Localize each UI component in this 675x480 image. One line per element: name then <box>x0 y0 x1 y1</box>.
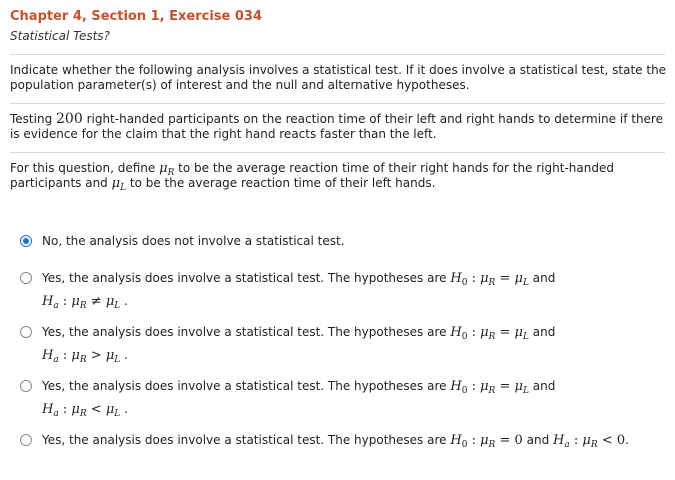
mu-r-symbol: $\mu_R$ <box>159 161 175 178</box>
answer-option-zero[interactable] <box>20 432 629 449</box>
answer-option-greater[interactable] <box>20 324 555 364</box>
option-label: Yes, the analysis does involve a statistical test. The hypotheses are $H_0$ : $\mu_R = \mu_L$ and $H_a$ : $\mu_R > \mu_L$ . <box>42 325 556 365</box>
exercise-subtitle: Statistical Tests? <box>10 29 110 43</box>
radio-button-selected[interactable] <box>20 235 32 247</box>
sample-size: 200 <box>56 111 83 127</box>
divider <box>10 54 665 55</box>
radio-button[interactable] <box>20 272 32 284</box>
answer-option-less[interactable] <box>20 378 555 418</box>
option-label: No, the analysis does not involve a statistical test. <box>42 234 345 248</box>
answer-option-no-test[interactable] <box>20 233 345 249</box>
option-label: Yes, the analysis does involve a statistical test. The hypotheses are $H_0$ : $\mu_R = 0$ and $H_a$ : $\mu_R < 0$. <box>42 433 629 450</box>
mu-l-symbol: $\mu_L$ <box>111 176 127 193</box>
definition-text: For this question, define $\mu_R$ to be the average reaction time of their right hands for the right-handed participants and $\mu_L$ to be the average reaction time of their left hands. <box>10 161 614 193</box>
question-panel <box>10 9 670 191</box>
radio-button[interactable] <box>20 326 32 338</box>
divider <box>10 152 665 153</box>
exercise-title: Chapter 4, Section 1, Exercise 034 <box>10 9 263 24</box>
radio-button[interactable] <box>20 434 32 446</box>
divider <box>10 103 665 104</box>
option-label: Yes, the analysis does involve a statistical test. The hypotheses are $H_0$ : $\mu_R = \mu_L$ and $H_a$ : $\mu_R < \mu_L$ . <box>42 379 556 419</box>
instructions-text: Indicate whether the following analysis involves a statistical test. If it does involve a statistical test, state the population parameter(s) of interest and the null and alternative hypotheses. <box>10 63 667 92</box>
radio-button[interactable] <box>20 380 32 392</box>
answer-option-not-equal[interactable] <box>20 270 555 310</box>
scenario-text: Testing 200 right-handed participants on the reaction time of their left and right hands to determine if there is evidence for the claim that the right hand reacts faster than the left. <box>10 111 663 141</box>
option-label: Yes, the analysis does involve a statistical test. The hypotheses are $H_0$ : $\mu_R = \mu_L$ and $H_a$ : $\mu_R \ne \mu_L$ . <box>42 271 556 311</box>
